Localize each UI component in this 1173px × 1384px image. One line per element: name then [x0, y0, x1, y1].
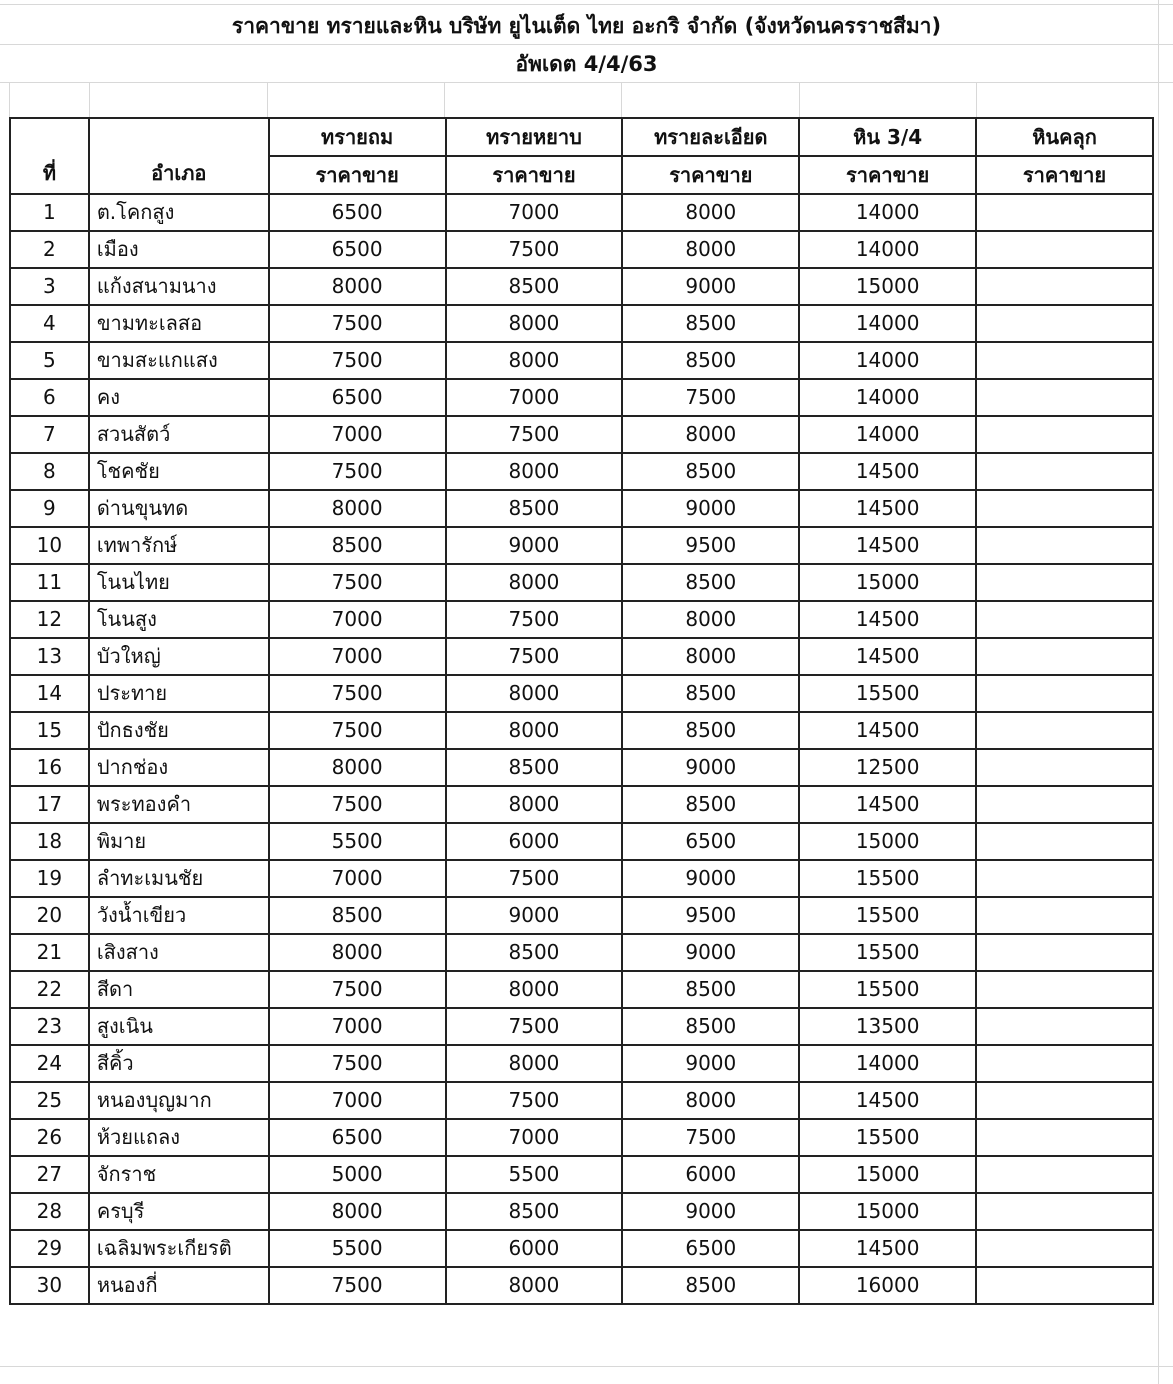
row-number-cell[interactable]: 26	[10, 1119, 89, 1156]
district-cell[interactable]: หนองบุญมาก	[89, 1082, 269, 1119]
price-cell[interactable]: 12500	[799, 749, 976, 786]
district-cell[interactable]: ด่านขุนทด	[89, 490, 269, 527]
price-cell[interactable]: 7500	[269, 1267, 446, 1304]
price-cell[interactable]: 8500	[446, 490, 623, 527]
price-cell[interactable]: 7500	[269, 675, 446, 712]
price-cell[interactable]: 14500	[799, 601, 976, 638]
price-cell[interactable]: 8000	[269, 1193, 446, 1230]
district-cell[interactable]: เมือง	[89, 231, 269, 268]
price-cell[interactable]: 14000	[799, 342, 976, 379]
table-row	[10, 342, 1153, 379]
header-row-products	[10, 118, 1153, 156]
price-cell[interactable]: 8000	[622, 638, 799, 675]
price-cell[interactable]: 7000	[269, 601, 446, 638]
price-cell[interactable]: 15000	[799, 1156, 976, 1193]
header-price-label[interactable]: ราคาขาย	[622, 156, 799, 194]
header-price-label[interactable]: ราคาขาย	[446, 156, 623, 194]
price-cell[interactable]: 6500	[269, 231, 446, 268]
price-cell[interactable]: 8500	[446, 934, 623, 971]
price-cell[interactable]: 6000	[446, 823, 623, 860]
price-cell[interactable]: 7500	[446, 416, 623, 453]
price-cell[interactable]	[976, 1008, 1153, 1045]
price-cell[interactable]: 7500	[269, 305, 446, 342]
table-row	[10, 268, 1153, 305]
price-cell[interactable]: 7000	[269, 860, 446, 897]
row-number-cell[interactable]: 4	[10, 305, 89, 342]
price-cell[interactable]: 8500	[269, 527, 446, 564]
row-number-cell[interactable]: 9	[10, 490, 89, 527]
price-cell[interactable]: 7000	[269, 416, 446, 453]
price-cell[interactable]: 8500	[622, 712, 799, 749]
price-cell[interactable]: 8500	[622, 675, 799, 712]
price-cell[interactable]: 5500	[446, 1156, 623, 1193]
price-cell[interactable]: 15500	[799, 934, 976, 971]
table-row	[10, 786, 1153, 823]
price-cell[interactable]	[976, 453, 1153, 490]
price-cell[interactable]	[976, 342, 1153, 379]
price-cell[interactable]: 8500	[622, 786, 799, 823]
price-cell[interactable]: 8000	[622, 601, 799, 638]
price-cell[interactable]: 9000	[622, 749, 799, 786]
price-cell[interactable]: 8000	[269, 490, 446, 527]
table-row	[10, 1193, 1153, 1230]
district-cell[interactable]: เฉลิมพระเกียรติ	[89, 1230, 269, 1267]
sheet-gridline	[89, 82, 90, 117]
sheet-title: ราคาขาย ทรายและหิน บริษัท ยูไนเต็ด ไทย อะกริ จำกัด (จังหวัดนครราชสีมา)	[231, 14, 942, 38]
district-cell[interactable]: ครบุรี	[89, 1193, 269, 1230]
price-cell[interactable]: 9000	[622, 1193, 799, 1230]
price-cell[interactable]: 8500	[269, 897, 446, 934]
price-cell[interactable]: 7500	[446, 860, 623, 897]
price-cell[interactable]: 8500	[622, 564, 799, 601]
price-cell[interactable]: 13500	[799, 1008, 976, 1045]
row-number-cell[interactable]: 25	[10, 1082, 89, 1119]
price-cell[interactable]	[976, 1230, 1153, 1267]
district-cell[interactable]: พระทองคำ	[89, 786, 269, 823]
price-cell[interactable]: 14000	[799, 231, 976, 268]
price-cell[interactable]: 8000	[446, 675, 623, 712]
price-cell[interactable]: 7500	[269, 342, 446, 379]
price-cell[interactable]: 14000	[799, 305, 976, 342]
price-cell[interactable]: 7500	[269, 1045, 446, 1082]
header-product[interactable]: ทรายหยาบ	[446, 118, 623, 156]
price-cell[interactable]: 6000	[446, 1230, 623, 1267]
district-cell[interactable]: ปากช่อง	[89, 749, 269, 786]
table-row	[10, 1267, 1153, 1304]
price-cell[interactable]: 5500	[269, 1230, 446, 1267]
table-row	[10, 1008, 1153, 1045]
row-number-cell[interactable]: 10	[10, 527, 89, 564]
table-row	[10, 1230, 1153, 1267]
header-price-label[interactable]: ราคาขาย	[799, 156, 976, 194]
price-cell[interactable]: 7500	[446, 601, 623, 638]
row-number-cell[interactable]: 20	[10, 897, 89, 934]
price-cell[interactable]: 14500	[799, 638, 976, 675]
table-row	[10, 194, 1153, 231]
table-row	[10, 749, 1153, 786]
price-cell[interactable]	[976, 416, 1153, 453]
price-cell[interactable]	[976, 194, 1153, 231]
sheet-gridline	[0, 44, 1173, 45]
price-cell[interactable]: 6500	[622, 823, 799, 860]
table-row	[10, 453, 1153, 490]
price-cell[interactable]: 7000	[446, 194, 623, 231]
price-cell[interactable]	[976, 231, 1153, 268]
price-cell[interactable]: 7500	[269, 564, 446, 601]
district-cell[interactable]: โนนสูง	[89, 601, 269, 638]
district-cell[interactable]: สูงเนิน	[89, 1008, 269, 1045]
row-number-cell[interactable]: 2	[10, 231, 89, 268]
price-cell[interactable]: 16000	[799, 1267, 976, 1304]
price-cell[interactable]: 7500	[446, 638, 623, 675]
price-cell[interactable]: 14500	[799, 1230, 976, 1267]
district-cell[interactable]: เทพารักษ์	[89, 527, 269, 564]
price-cell[interactable]: 15500	[799, 1119, 976, 1156]
price-cell[interactable]: 14500	[799, 712, 976, 749]
price-cell[interactable]	[976, 564, 1153, 601]
price-cell[interactable]: 9000	[622, 860, 799, 897]
price-cell[interactable]: 8000	[269, 934, 446, 971]
price-cell[interactable]: 9500	[622, 897, 799, 934]
price-table	[9, 117, 1154, 1305]
district-cell[interactable]: คง	[89, 379, 269, 416]
price-cell[interactable]	[976, 786, 1153, 823]
price-cell[interactable]: 9000	[446, 527, 623, 564]
header-price-label[interactable]: ราคาขาย	[976, 156, 1153, 194]
price-cell[interactable]	[976, 638, 1153, 675]
table-row	[10, 1119, 1153, 1156]
price-cell[interactable]: 8000	[446, 971, 623, 1008]
row-number-cell[interactable]: 7	[10, 416, 89, 453]
district-cell[interactable]: ขามสะแกแสง	[89, 342, 269, 379]
price-cell[interactable]: 7500	[269, 712, 446, 749]
district-cell[interactable]: ห้วยแถลง	[89, 1119, 269, 1156]
sheet-gridline	[444, 82, 445, 117]
district-cell[interactable]: พิมาย	[89, 823, 269, 860]
price-cell[interactable]: 8500	[446, 268, 623, 305]
price-cell[interactable]	[976, 379, 1153, 416]
sheet-gridline	[0, 4, 1173, 5]
table-row	[10, 823, 1153, 860]
price-cell[interactable]: 7500	[446, 1082, 623, 1119]
price-cell[interactable]: 8000	[622, 1082, 799, 1119]
price-cell[interactable]: 8500	[446, 1193, 623, 1230]
price-cell[interactable]: 6500	[269, 194, 446, 231]
district-cell[interactable]: วังน้ำเขียว	[89, 897, 269, 934]
price-cell[interactable]: 15000	[799, 1193, 976, 1230]
price-cell[interactable]: 7500	[269, 971, 446, 1008]
price-cell[interactable]	[976, 1082, 1153, 1119]
price-cell[interactable]: 5000	[269, 1156, 446, 1193]
price-cell[interactable]	[976, 860, 1153, 897]
price-cell[interactable]: 14500	[799, 527, 976, 564]
district-cell[interactable]: แก้งสนามนาง	[89, 268, 269, 305]
price-cell[interactable]: 8000	[446, 1267, 623, 1304]
price-cell[interactable]: 6500	[269, 379, 446, 416]
price-cell[interactable]: 15500	[799, 675, 976, 712]
district-cell[interactable]: เสิงสาง	[89, 934, 269, 971]
price-cell[interactable]: 9000	[622, 268, 799, 305]
price-cell[interactable]: 7500	[269, 453, 446, 490]
price-cell[interactable]: 15000	[799, 564, 976, 601]
price-cell[interactable]: 6000	[622, 1156, 799, 1193]
price-cell[interactable]: 8000	[622, 194, 799, 231]
price-cell[interactable]	[976, 1193, 1153, 1230]
header-product[interactable]: หิน 3/4	[799, 118, 976, 156]
table-row	[10, 416, 1153, 453]
header-no[interactable]: ที่	[10, 118, 89, 194]
table-row	[10, 638, 1153, 675]
row-number-cell[interactable]: 6	[10, 379, 89, 416]
table-row	[10, 527, 1153, 564]
price-cell[interactable]: 14000	[799, 1045, 976, 1082]
row-number-cell[interactable]: 14	[10, 675, 89, 712]
header-price-label[interactable]: ราคาขาย	[269, 156, 446, 194]
district-cell[interactable]: จักราช	[89, 1156, 269, 1193]
price-cell[interactable]: 9000	[622, 1045, 799, 1082]
table-row	[10, 1082, 1153, 1119]
table-row	[10, 305, 1153, 342]
row-number-cell[interactable]: 16	[10, 749, 89, 786]
price-cell[interactable]: 6500	[269, 1119, 446, 1156]
row-number-cell[interactable]: 3	[10, 268, 89, 305]
price-cell[interactable]: 7500	[622, 1119, 799, 1156]
sheet-gridline	[267, 82, 268, 117]
table-row	[10, 860, 1153, 897]
sheet-gridline	[621, 82, 622, 117]
table-row	[10, 601, 1153, 638]
price-cell[interactable]	[976, 490, 1153, 527]
price-cell[interactable]: 15000	[799, 268, 976, 305]
price-cell[interactable]: 7000	[269, 1008, 446, 1045]
district-cell[interactable]: สีดา	[89, 971, 269, 1008]
price-cell[interactable]: 15000	[799, 823, 976, 860]
price-cell[interactable]: 15500	[799, 860, 976, 897]
price-cell[interactable]: 7000	[446, 379, 623, 416]
district-cell[interactable]: ลำทะเมนชัย	[89, 860, 269, 897]
price-cell[interactable]: 15500	[799, 971, 976, 1008]
header-product[interactable]: ทรายละเอียด	[622, 118, 799, 156]
sheet-gridline	[799, 82, 800, 117]
price-cell[interactable]	[976, 675, 1153, 712]
price-cell[interactable]: 14500	[799, 453, 976, 490]
price-cell[interactable]: 15500	[799, 897, 976, 934]
district-cell[interactable]: บัวใหญ่	[89, 638, 269, 675]
price-cell[interactable]: 8500	[622, 453, 799, 490]
price-cell[interactable]: 8500	[622, 342, 799, 379]
price-cell[interactable]: 8000	[446, 786, 623, 823]
table-row	[10, 675, 1153, 712]
price-cell[interactable]: 14000	[799, 194, 976, 231]
price-cell[interactable]	[976, 823, 1153, 860]
row-number-cell[interactable]: 5	[10, 342, 89, 379]
header-product[interactable]: ทรายถม	[269, 118, 446, 156]
row-number-cell[interactable]: 1	[10, 194, 89, 231]
price-cell[interactable]: 8000	[446, 342, 623, 379]
row-number-cell[interactable]: 11	[10, 564, 89, 601]
price-cell[interactable]	[976, 1045, 1153, 1082]
price-cell[interactable]: 8000	[446, 453, 623, 490]
price-cell[interactable]: 7500	[269, 786, 446, 823]
price-cell[interactable]: 7000	[446, 1119, 623, 1156]
price-cell[interactable]	[976, 1267, 1153, 1304]
sheet-gridline	[9, 82, 10, 117]
price-cell[interactable]: 8500	[622, 1008, 799, 1045]
price-cell[interactable]: 8000	[446, 712, 623, 749]
price-cell[interactable]	[976, 601, 1153, 638]
district-cell[interactable]: ต.โคกสูง	[89, 194, 269, 231]
price-cell[interactable]: 8000	[269, 749, 446, 786]
row-number-cell[interactable]: 15	[10, 712, 89, 749]
district-cell[interactable]: สวนสัตว์	[89, 416, 269, 453]
price-cell[interactable]: 9000	[446, 897, 623, 934]
row-number-cell[interactable]: 17	[10, 786, 89, 823]
row-number-cell[interactable]: 21	[10, 934, 89, 971]
price-cell[interactable]: 8000	[446, 305, 623, 342]
price-cell[interactable]: 7500	[446, 231, 623, 268]
table-row	[10, 712, 1153, 749]
price-cell[interactable]: 6500	[622, 1230, 799, 1267]
price-cell[interactable]	[976, 934, 1153, 971]
price-cell[interactable]: 8000	[446, 1045, 623, 1082]
row-number-cell[interactable]: 30	[10, 1267, 89, 1304]
price-cell[interactable]	[976, 749, 1153, 786]
price-cell[interactable]: 7500	[622, 379, 799, 416]
table-row	[10, 1045, 1153, 1082]
sheet-gridline	[1158, 0, 1159, 1384]
row-number-cell[interactable]: 13	[10, 638, 89, 675]
price-cell[interactable]: 7000	[269, 638, 446, 675]
price-cell[interactable]: 7500	[446, 1008, 623, 1045]
table-row	[10, 1156, 1153, 1193]
district-cell[interactable]: ปักธงชัย	[89, 712, 269, 749]
district-cell[interactable]: โชคชัย	[89, 453, 269, 490]
price-cell[interactable]	[976, 1156, 1153, 1193]
sheet-gridline	[976, 82, 977, 117]
price-cell[interactable]	[976, 305, 1153, 342]
district-cell[interactable]: ประทาย	[89, 675, 269, 712]
price-cell[interactable]: 14500	[799, 786, 976, 823]
price-cell[interactable]: 14500	[799, 490, 976, 527]
sheet-subtitle: อัพเดต 4/4/63	[515, 52, 658, 76]
district-cell[interactable]: ขามทะเลสอ	[89, 305, 269, 342]
row-number-cell[interactable]: 24	[10, 1045, 89, 1082]
table-row	[10, 897, 1153, 934]
price-cell[interactable]	[976, 268, 1153, 305]
price-cell[interactable]: 14500	[799, 1082, 976, 1119]
price-cell[interactable]: 8000	[446, 564, 623, 601]
row-number-cell[interactable]: 22	[10, 971, 89, 1008]
row-number-cell[interactable]: 29	[10, 1230, 89, 1267]
price-cell[interactable]	[976, 897, 1153, 934]
price-cell[interactable]: 14000	[799, 379, 976, 416]
price-cell[interactable]: 7000	[269, 1082, 446, 1119]
table-row	[10, 971, 1153, 1008]
price-cell[interactable]	[976, 1119, 1153, 1156]
row-number-cell[interactable]: 27	[10, 1156, 89, 1193]
price-cell[interactable]: 8500	[446, 749, 623, 786]
district-cell[interactable]: หนองกี่	[89, 1267, 269, 1304]
table-row	[10, 490, 1153, 527]
row-number-cell[interactable]: 28	[10, 1193, 89, 1230]
price-cell[interactable]: 8500	[622, 1267, 799, 1304]
price-cell[interactable]: 8000	[269, 268, 446, 305]
row-number-cell[interactable]: 12	[10, 601, 89, 638]
price-cell[interactable]: 14000	[799, 416, 976, 453]
price-cell[interactable]: 9000	[622, 934, 799, 971]
price-cell[interactable]	[976, 712, 1153, 749]
row-number-cell[interactable]: 23	[10, 1008, 89, 1045]
district-cell[interactable]: สีคิ้ว	[89, 1045, 269, 1082]
sheet-gridline	[0, 82, 1173, 83]
district-cell[interactable]: โนนไทย	[89, 564, 269, 601]
price-cell[interactable]: 5500	[269, 823, 446, 860]
table-row	[10, 564, 1153, 601]
price-cell[interactable]: 8000	[622, 231, 799, 268]
table-row	[10, 934, 1153, 971]
price-cell[interactable]: 9500	[622, 527, 799, 564]
price-cell[interactable]: 8500	[622, 305, 799, 342]
price-cell[interactable]	[976, 527, 1153, 564]
table-row	[10, 379, 1153, 416]
row-number-cell[interactable]: 19	[10, 860, 89, 897]
row-number-cell[interactable]: 8	[10, 453, 89, 490]
row-number-cell[interactable]: 18	[10, 823, 89, 860]
header-product[interactable]: หินคลุก	[976, 118, 1153, 156]
table-row	[10, 231, 1153, 268]
price-cell[interactable]	[976, 971, 1153, 1008]
price-cell[interactable]: 9000	[622, 490, 799, 527]
price-cell[interactable]: 8500	[622, 971, 799, 1008]
header-district[interactable]: อำเภอ	[89, 118, 269, 194]
sheet-gridline	[0, 1366, 1173, 1367]
price-cell[interactable]: 8000	[622, 416, 799, 453]
